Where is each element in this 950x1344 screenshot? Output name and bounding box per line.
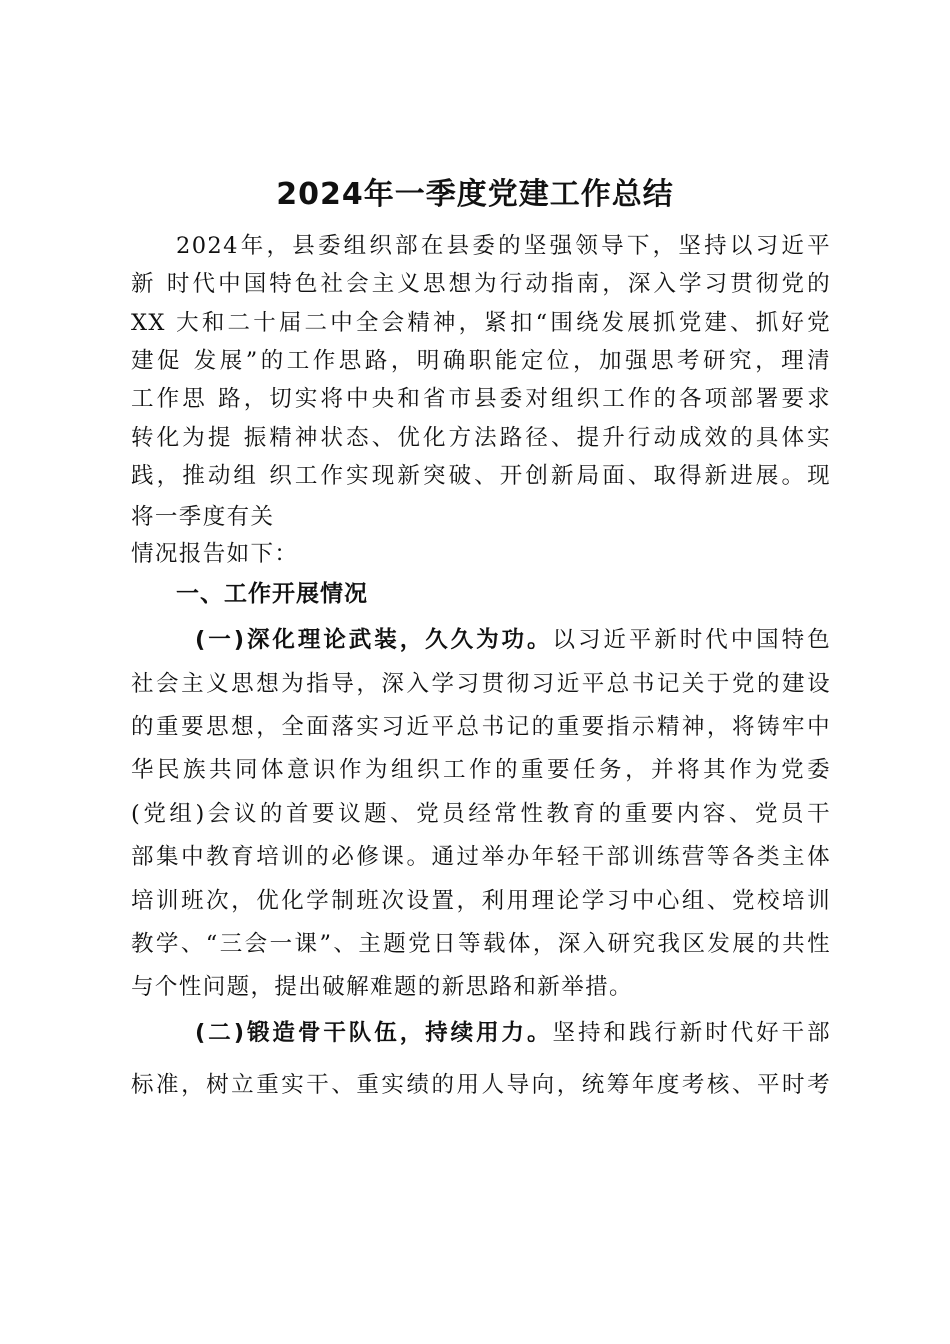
intro-line: 新 时代中国特色社会主义思想为行动指南，深入学习贯彻党的: [131, 271, 831, 297]
item1-line: 社会主义思想为指导，深入学习贯彻习近平总书记关于党的建设: [131, 671, 831, 697]
item1-line: 华民族共同体意识作为组织工作的重要任务，并将其作为党委: [131, 757, 831, 783]
item1-line: (党组)会议的首要议题、党员经常性教育的重要内容、党员干: [131, 801, 831, 827]
item1-first-line: [195, 620, 831, 660]
item1-line: 与个性问题，提出破解难题的新思路和新举措。: [131, 974, 633, 1000]
intro-line: 践，推动组 织工作实现新突破、开创新局面、取得新进展。现: [131, 463, 831, 489]
item1-first-rest: 以习近平新时代中国特色: [552, 627, 831, 653]
intro-line: 转化为提 振精神状态、优化方法路径、提升行动成效的具体实: [131, 425, 831, 451]
intro-line: 2024年，县委组织部在县委的坚强领导下，坚持以习近平: [176, 233, 831, 259]
intro-line: 情况报告如下：: [131, 541, 299, 567]
intro-line: 将一季度有关: [131, 504, 275, 530]
item1-line: 部集中教育培训的必修课。通过举办年轻干部训练营等各类主体: [131, 844, 831, 870]
item1-line: 教学、“三会一课”、主题党日等载体，深入研究我区发展的共性: [131, 931, 831, 957]
item2-first-rest: 坚持和践行新时代好干部: [552, 1020, 831, 1046]
item2-lead: (二)锻造骨干队伍，持续用力。: [195, 1020, 553, 1046]
item1-line: 的重要思想，全面落实习近平总书记的重要指示精神，将铸牢中: [131, 714, 831, 740]
item1-lead: (一)深化理论武装，久久为功。: [195, 627, 553, 653]
document-title: 2024年一季度党建工作总结: [276, 177, 674, 212]
item1-line: 培训班次，优化学制班次设置，利用理论学习中心组、党校培训: [131, 888, 831, 914]
section-heading: 一、工作开展情况: [176, 581, 368, 607]
item2-line: 标准，树立重实干、重实绩的用人导向，统筹年度考核、平时考: [131, 1072, 831, 1098]
item2-first-line: [195, 1013, 831, 1053]
intro-line: 建促 发展”的工作思路，明确职能定位，加强思考研究，理清: [131, 348, 831, 374]
intro-line: XX 大和二十届二中全会精神，紧扣“围绕发展抓党建、抓好党: [131, 310, 831, 336]
intro-line: 工作思 路，切实将中央和省市县委对组织工作的各项部署要求: [131, 386, 831, 412]
